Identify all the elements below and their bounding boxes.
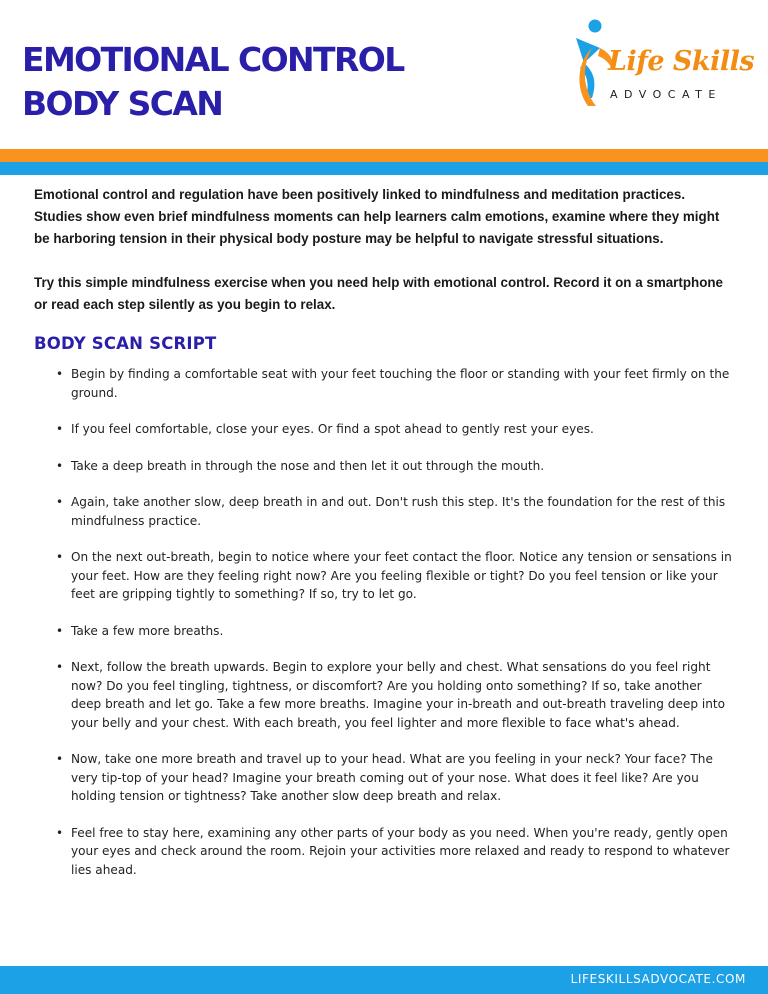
intro-paragraph-1: Emotional control and regulation have been positively linked to mindfulness and meditation practices. Studies show even brief mindfulness moments can help learners calm emotions, examine where they might be harboring tension in their physical body posture may be helpful to navigate stressful situations. — [34, 187, 720, 246]
bullet-icon: • — [56, 422, 64, 436]
header-stripe-blue — [0, 162, 768, 175]
bullet-icon: • — [56, 623, 64, 638]
bullet-icon: • — [56, 367, 64, 381]
step-item — [34, 420, 734, 439]
step-text: Now, take one more breath and travel up to your head. What are you feeling in your neck? Your face? The very tip-top of your head? Imagine your breath coming out of your nose. What does it feel like? Are you holding tension or tightness? Take another slow deep breath and relax. — [71, 752, 713, 803]
step-text: Begin by finding a comfortable seat with your feet touching the floor or standing with your feet firmly on the ground. — [71, 367, 730, 400]
footer-url[interactable]: LIFESKILLSADVOCATE.COM — [570, 972, 746, 986]
step-text: Again, take another slow, deep breath in and out. Don't rush this step. It's the foundation for the rest of this mindfulness practice. — [71, 495, 726, 528]
step-text: Next, follow the breath upwards. Begin to explore your belly and chest. What sensations do you feel right now? Do you feel tingling, tightness, or discomfort? Are you holding onto something? If so, take another deep breath and let go. Take a few more breaths. Imagine your in-breath and out-breath traveling deep into your belly and your chest. With each breath, you feel lighter and more flexible to face what's ahead. — [71, 660, 726, 730]
bullet-icon: • — [56, 550, 64, 564]
logo-brand-text: Life Skills — [608, 46, 755, 77]
step-text: If you feel comfortable, close your eyes. Or find a spot ahead to gently rest your eyes. — [71, 422, 594, 436]
bullet-icon: • — [56, 458, 64, 473]
step-item — [34, 493, 734, 530]
header-stripe-orange — [0, 149, 768, 162]
step-item — [34, 365, 734, 402]
bullet-icon: • — [56, 660, 64, 674]
steps-list — [34, 365, 734, 879]
step-item — [34, 824, 734, 880]
step-text: On the next out-breath, begin to notice where your feet contact the floor. Notice any tension or sensations in your feet. How are they feeling right now? Are you feeling flexible or tight? Do you feel tension or like your feet are gripping tightly to something? If so, try to let go. — [71, 550, 732, 601]
bullet-icon: • — [56, 495, 64, 509]
bullet-icon: • — [56, 825, 64, 840]
step-item — [34, 750, 734, 806]
step-text: Take a deep breath in through the nose and then let it out through the mouth. — [71, 458, 545, 473]
main-content — [34, 184, 734, 897]
title-line-1: EMOTIONAL CONTROL — [22, 40, 404, 79]
life-skills-advocate-logo — [570, 18, 755, 113]
step-text: Feel free to stay here, examining any other parts of your body as you need. When you're ready, gently open your eyes and check around the room. Rejoin your activities more relaxed and ready to respond to whatever lies ahead. — [71, 825, 730, 877]
title-line-2: BODY SCAN — [22, 84, 223, 123]
step-item — [34, 658, 734, 732]
step-item — [34, 457, 734, 476]
step-text: Take a few more breaths. — [71, 623, 224, 638]
footer-bar — [0, 966, 768, 994]
step-item — [34, 622, 734, 641]
bullet-icon: • — [56, 752, 64, 766]
intro-paragraph-2: Try this simple mindfulness exercise when you need help with emotional control. Record it on a smartphone or read each step silently as you begin to relax. — [34, 275, 724, 312]
logo-subtitle-text: ADVOCATE — [610, 88, 722, 101]
step-item — [34, 548, 734, 604]
page-title — [22, 38, 404, 126]
section-title: BODY SCAN SCRIPT — [34, 334, 217, 353]
